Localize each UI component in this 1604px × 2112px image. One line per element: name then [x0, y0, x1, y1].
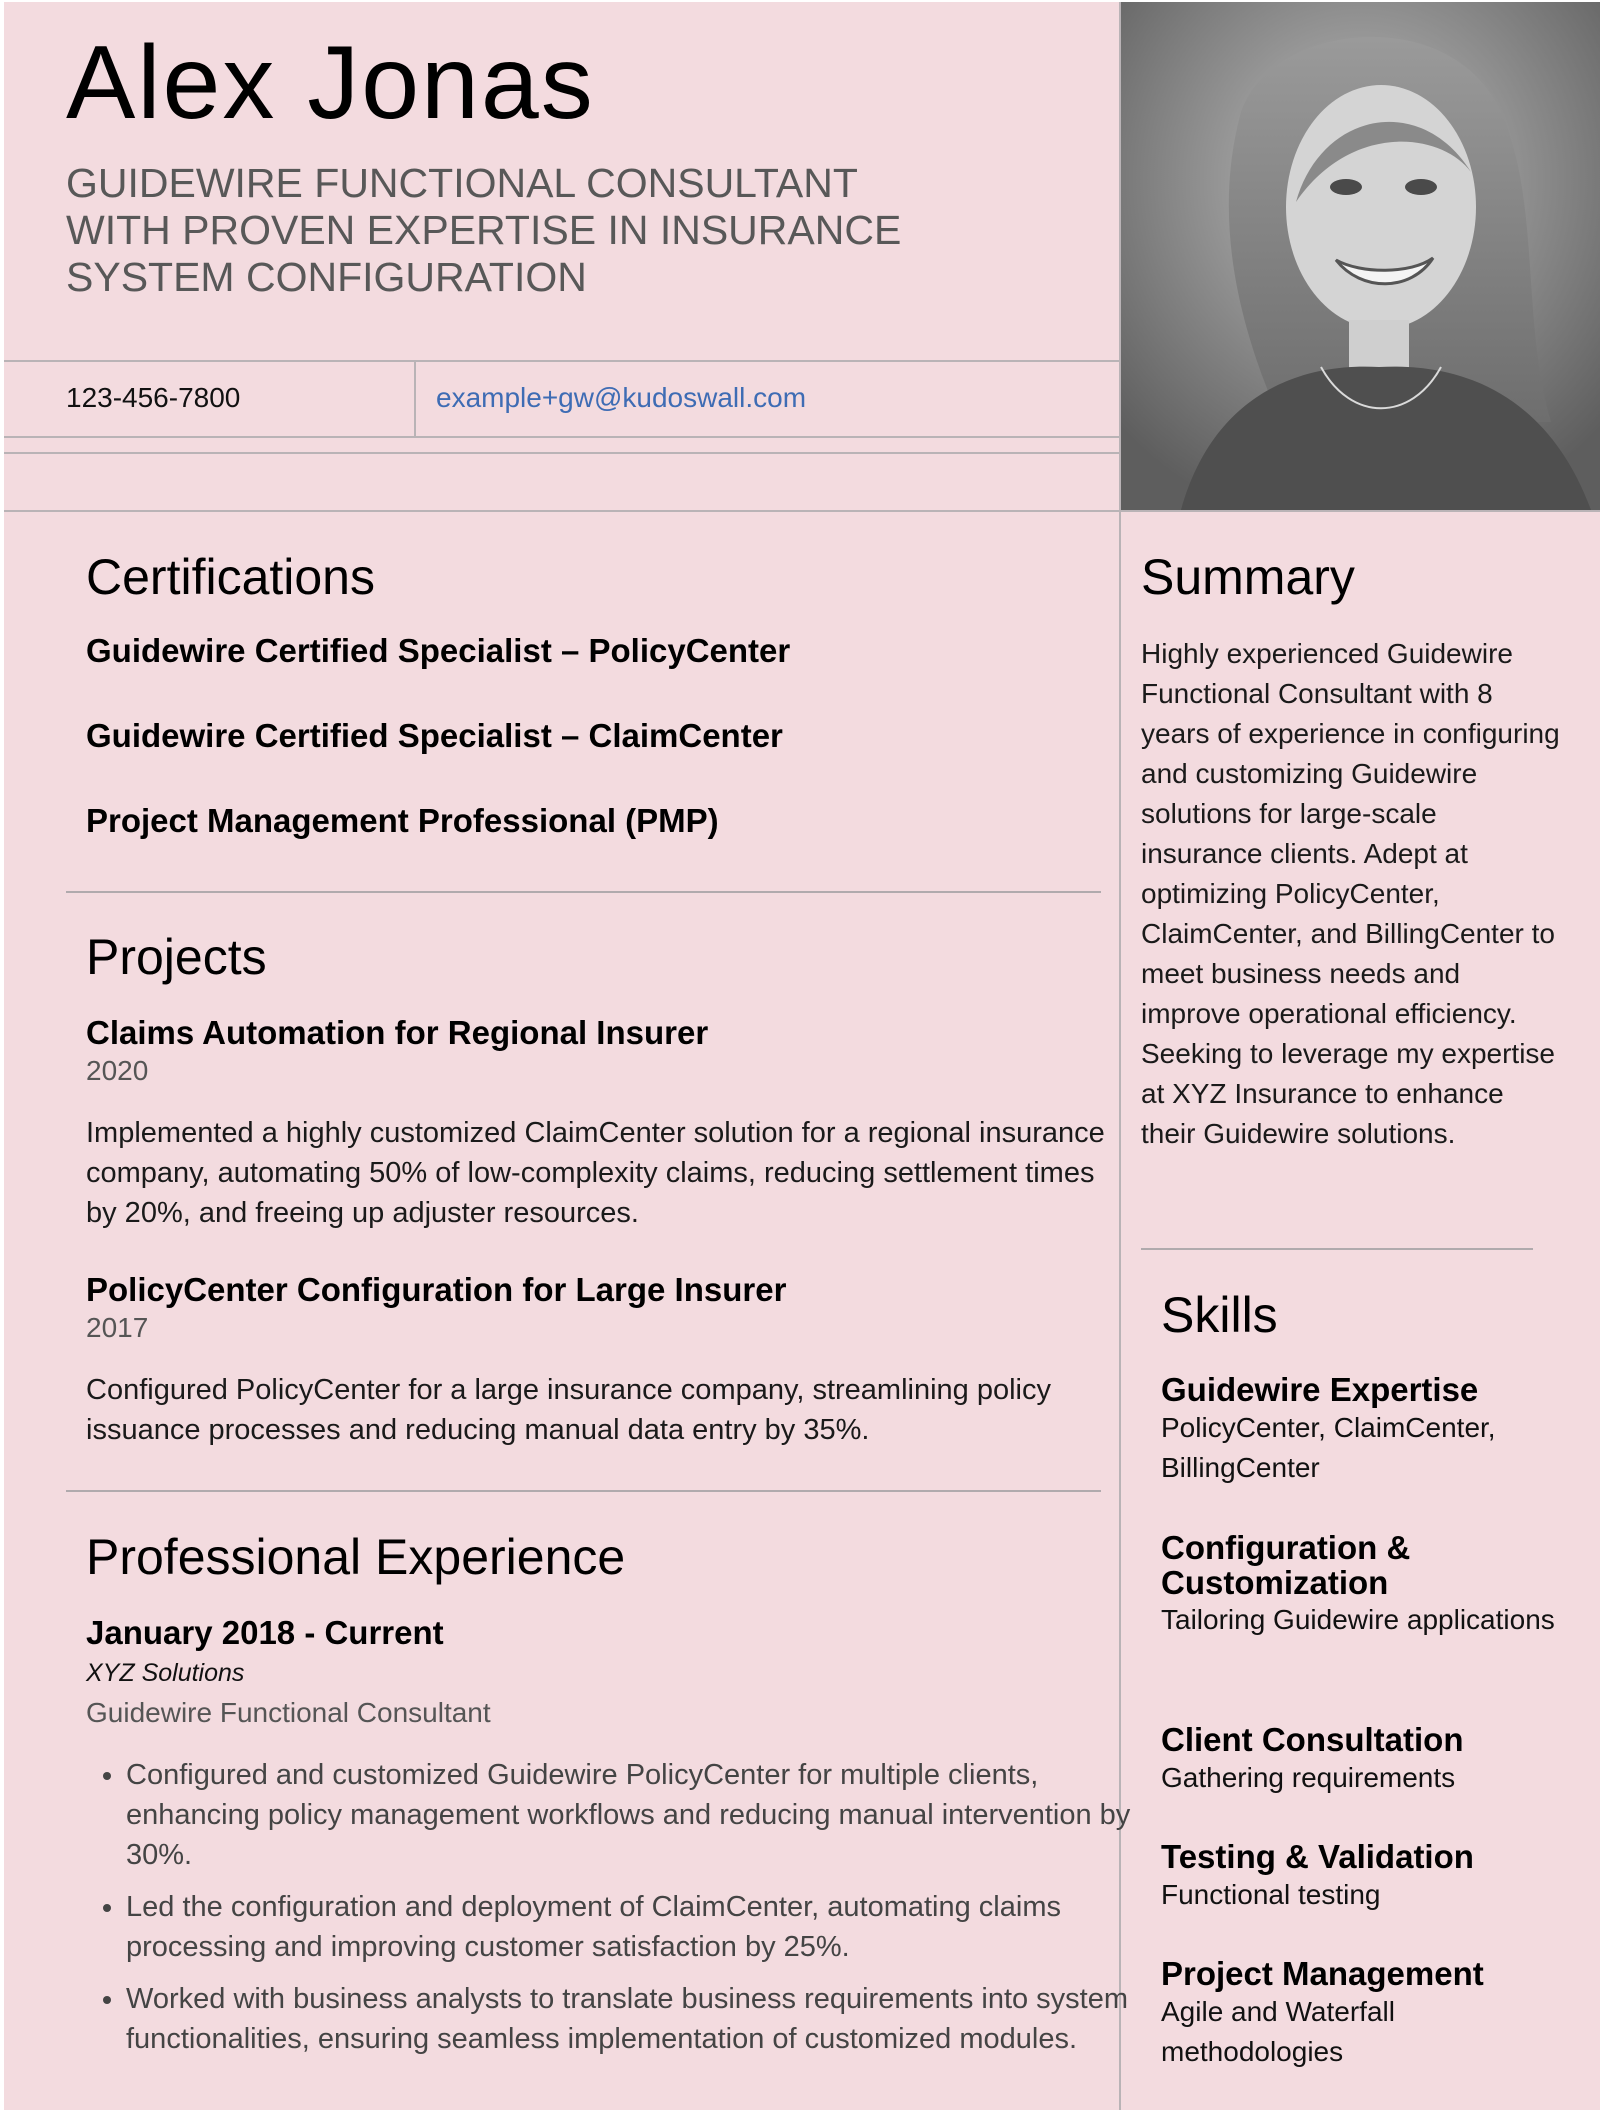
experience-bullet: • Configured and customized Guidewire PolicyCenter for multiple clients, enhancing policy management workflows and reducing manual intervention by 30%.: [126, 1755, 1156, 1875]
experience-company: XYZ Solutions: [86, 1659, 245, 1687]
resume-header: [4, 2, 1121, 510]
summary-text: Highly experienced Guidewire Functional Consultant with 8 years of experience in configuring and customizing Guidewire solutions for large-scale insurance clients. Adept at optimizing PolicyCenter, ClaimCenter, and BillingCenter to meet business needs and improve operational efficiency. Seeking to leverage my expertise at XYZ Insurance to enhance their Guidewire solutions.: [1141, 638, 1560, 1149]
skills-heading: Skills: [1161, 1287, 1278, 1343]
resume-page: [4, 2, 1600, 2110]
skill-description: PolicyCenter, ClaimCenter, BillingCenter: [1161, 1412, 1496, 1483]
projects-heading: Projects: [86, 929, 267, 985]
experience-heading: Professional Experience: [86, 1529, 626, 1585]
section-divider: [66, 1490, 1101, 1492]
experience-role: Guidewire Functional Consultant: [86, 1697, 491, 1728]
email-link[interactable]: example+gw@kudoswall.com: [436, 382, 807, 413]
skill-name: Guidewire Expertise: [1161, 1371, 1479, 1408]
experience-bullets: [86, 1755, 1156, 2071]
section-divider: [66, 891, 1101, 893]
certification-item: Guidewire Certified Specialist – PolicyCenter: [86, 632, 791, 669]
phone-number: 123-456-7800: [66, 382, 241, 413]
project-description: Configured PolicyCenter for a large insurance company, streamlining policy issuance processes and reducing manual data entry by 35%.: [86, 1374, 1051, 1446]
certifications-heading: Certifications: [86, 549, 375, 605]
experience-bullet: • Worked with business analysts to translate business requirements into system functionalities, ensuring seamless implementation of customized modules.: [126, 1979, 1156, 2059]
skill-name: Client Consultation: [1161, 1721, 1464, 1758]
contact-divider: [414, 362, 416, 436]
certification-item: Guidewire Certified Specialist – ClaimCenter: [86, 717, 783, 754]
experience-bullet: • Led the configuration and deployment of ClaimCenter, automating claims processing and improving customer satisfaction by 25%.: [126, 1887, 1156, 1967]
contact-row: [4, 360, 1119, 438]
skill-description: Agile and Waterfall methodologies: [1161, 1996, 1395, 2067]
profile-photo: [1121, 2, 1600, 512]
skill-description: Gathering requirements: [1161, 1762, 1456, 1793]
skill-description: Tailoring Guidewire applications: [1161, 1604, 1555, 1635]
project-year: 2017: [86, 1312, 149, 1343]
project-year: 2020: [86, 1055, 149, 1086]
skill-name: Project Management: [1161, 1955, 1484, 1992]
certification-item: Project Management Professional (PMP): [86, 802, 719, 839]
project-title: PolicyCenter Configuration for Large Insurer: [86, 1271, 787, 1308]
candidate-name: Alex Jonas: [66, 25, 595, 141]
skill-name: Testing & Validation: [1161, 1838, 1474, 1875]
empty-contact-row: [4, 452, 1119, 512]
project-description: Implemented a highly customized ClaimCenter solution for a regional insurance company, automating 50% of low-complexity claims, reducing settlement times by 20%, and freeing up adjuster resources.: [86, 1117, 1105, 1229]
summary-heading: Summary: [1141, 549, 1355, 605]
skill-description: Functional testing: [1161, 1879, 1381, 1910]
project-title: Claims Automation for Regional Insurer: [86, 1014, 709, 1051]
experience-dates: January 2018 - Current: [86, 1614, 444, 1651]
candidate-tagline: GUIDEWIRE FUNCTIONAL CONSULTANT WITH PROVEN EXPERTISE IN INSURANCE SYSTEM CONFIGURATION: [66, 160, 902, 300]
section-divider: [1141, 1248, 1533, 1250]
skill-name: Configuration & Customization: [1161, 1529, 1411, 1601]
